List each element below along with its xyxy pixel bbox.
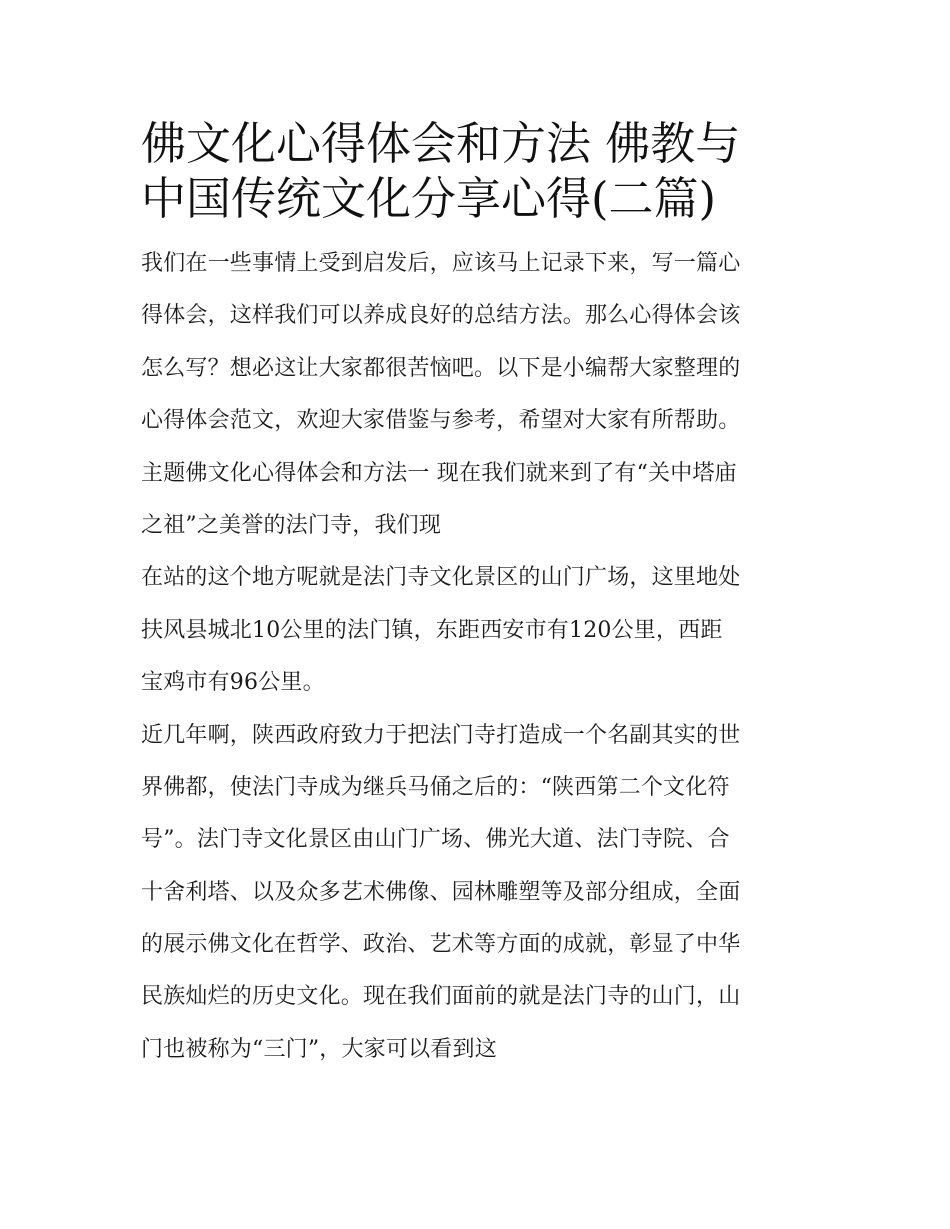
document-title — [141, 116, 821, 226]
body-line: 心得体会范文，欢迎大家借鉴与参考，希望对大家有所帮助。 — [141, 408, 741, 434]
document-body — [141, 252, 821, 1062]
body-line: 近几年啊，陕西政府致力于把法门寺打造成一个名副其实的世 — [141, 722, 741, 748]
title-line: 中国传统文化分享心得(二篇) — [141, 172, 717, 225]
body-line: 之祖”之美誉的法门寺，我们现 — [141, 512, 442, 538]
body-line: 民族灿烂的历史文化。现在我们面前的就是法门寺的山门，山 — [141, 984, 741, 1010]
body-line: 在站的这个地方呢就是法门寺文化景区的山门广场，这里地处 — [141, 565, 741, 591]
body-line: 怎么写？想必这让大家都很苦恼吧。以下是小编帮大家整理的 — [141, 355, 741, 381]
body-line: 门也被称为“三门”，大家可以看到这 — [141, 1036, 497, 1062]
body-line: 得体会，这样我们可以养成良好的总结方法。那么心得体会该 — [141, 303, 741, 329]
body-line: 扶风县城北10公里的法门镇，东距西安市有120公里，西距 — [141, 617, 723, 643]
body-line: 的展示佛文化在哲学、政治、艺术等方面的成就，彰显了中华 — [141, 932, 741, 958]
body-line: 十舍利塔、以及众多艺术佛像、园林雕塑等及部分组成，全面 — [141, 879, 741, 905]
body-line: 号”。法门寺文化景区由山门广场、佛光大道、法门寺院、合 — [141, 827, 730, 853]
title-line: 佛文化心得体会和方法 佛教与 — [141, 117, 741, 170]
body-line: 我们在一些事情上受到启发后，应该马上记录下来，写一篇心 — [141, 251, 741, 276]
document-content — [141, 116, 821, 1090]
body-line: 界佛都，使法门寺成为继兵马俑之后的：“陕西第二个文化符 — [141, 774, 730, 800]
body-line: 宝鸡市有96公里。 — [141, 670, 325, 696]
body-line: 主题佛文化心得体会和方法一 现在我们就来到了有“关中塔庙 — [141, 460, 737, 486]
